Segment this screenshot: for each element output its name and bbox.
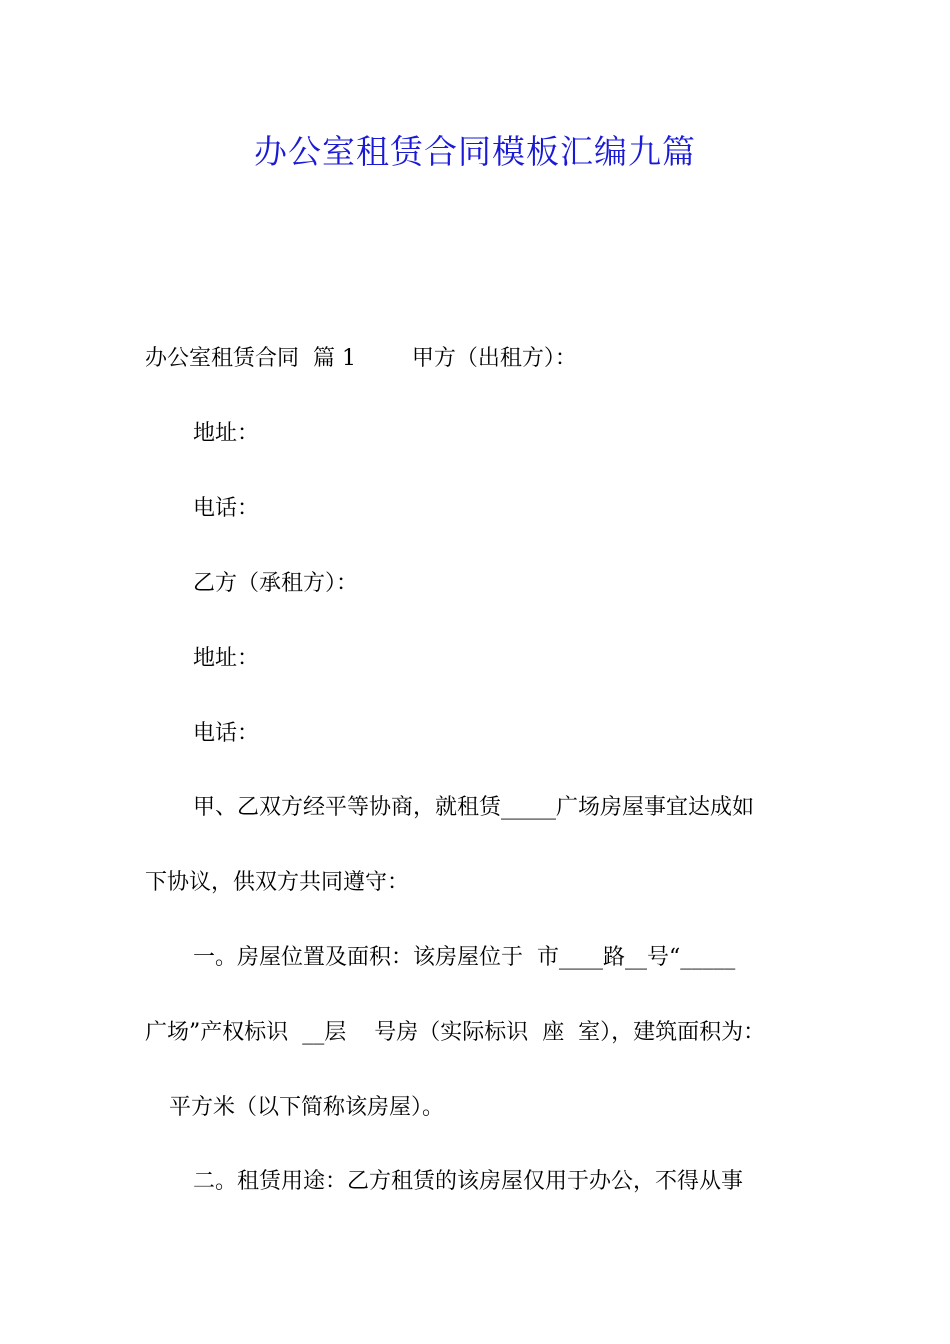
paragraph-line-clause-1-cont: 广场”产权标识 __层 号房（实际标识 座 室），建筑面积为： bbox=[145, 1020, 766, 1045]
paragraph-line-party-b-address: 地址： bbox=[193, 646, 260, 671]
paragraph-line-agreement-intro: 甲、乙双方经平等协商，就租赁_____广场房屋事宜达成如 bbox=[193, 795, 755, 820]
paragraph-line-contract-heading: 办公室租赁合同 篇 1 甲方（出租方）： bbox=[145, 346, 577, 371]
paragraph-line-clause-1-end: 平方米（以下简称该房屋）。 bbox=[169, 1095, 445, 1120]
paragraph-line-party-a-address: 地址： bbox=[193, 421, 260, 446]
document-title: 办公室租赁合同模板汇编九篇 bbox=[254, 132, 696, 171]
paragraph-line-clause-2: 二。租赁用途：乙方租赁的该房屋仅用于办公，不得从事 bbox=[193, 1169, 744, 1194]
paragraph-line-party-a-phone: 电话： bbox=[193, 496, 260, 521]
paragraph-line-clause-1: 一。房屋位置及面积：该房屋位于 市____路__号“_____ bbox=[193, 945, 736, 970]
paragraph-line-party-b: 乙方（承租方）： bbox=[193, 571, 359, 596]
paragraph-line-party-b-phone: 电话： bbox=[193, 721, 260, 746]
paragraph-line-agreement-intro-cont: 下协议，供双方共同遵守： bbox=[145, 870, 410, 895]
